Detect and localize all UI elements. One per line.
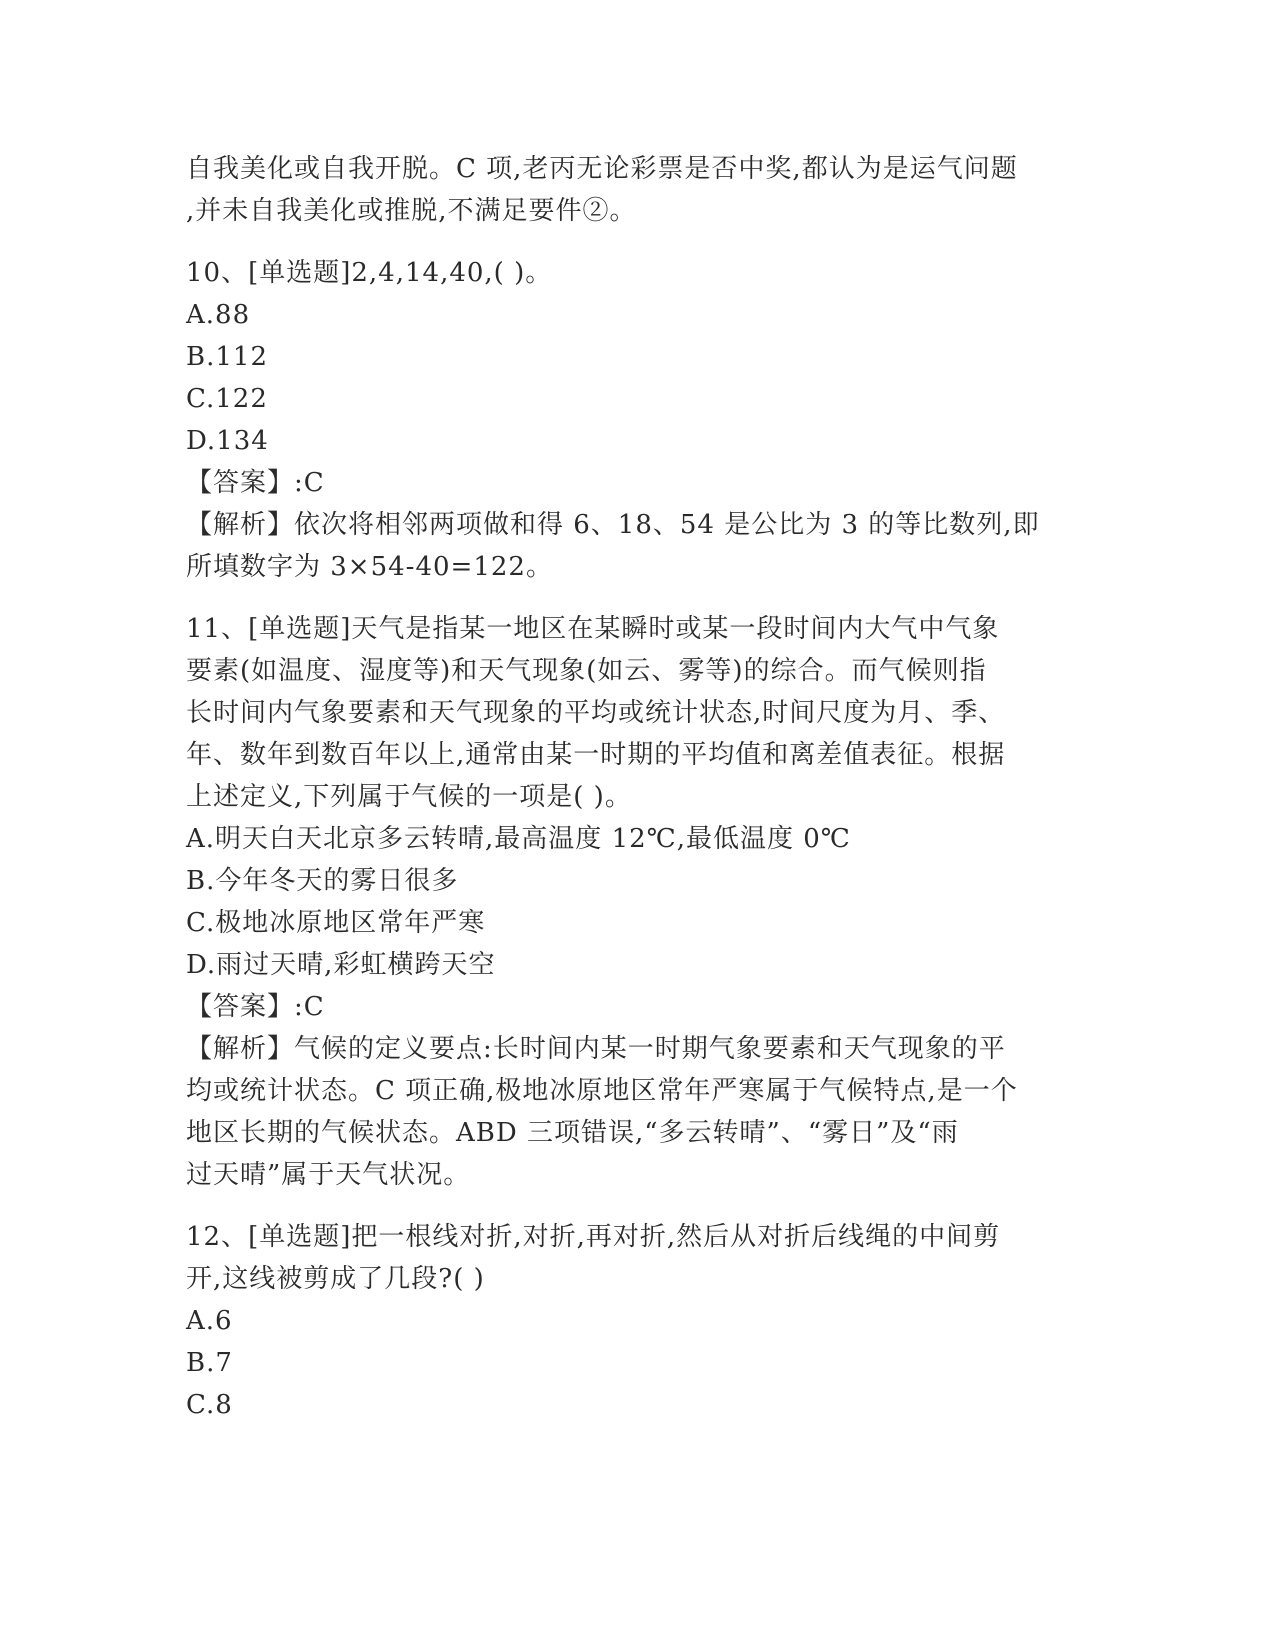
answer: 【答案】:C [186, 468, 325, 498]
question-stem-line: 长时间内气象要素和天气现象的平均或统计状态,时间尺度为月、季、 [186, 698, 1006, 728]
option-c: C.8 [186, 1390, 233, 1420]
answer: 【答案】:C [186, 992, 325, 1022]
question-stem-line: 要素(如温度、湿度等)和天气现象(如云、雾等)的综合。而气候则指 [186, 656, 987, 686]
page-content [186, 148, 1086, 1426]
explanation-line: 过天晴”属于天气状况。 [186, 1160, 471, 1190]
question-stem-line: 开,这线被剪成了几段?( ) [186, 1264, 485, 1294]
explanation-line: 【解析】依次将相邻两项做和得 6、18、54 是公比为 3 的等比数列,即 [186, 510, 1040, 540]
question-stem-line: 年、数年到数百年以上,通常由某一时期的平均值和离差值表征。根据 [186, 740, 1006, 770]
option-b: B.今年冬天的雾日很多 [186, 866, 459, 896]
option-a: A.明天白天北京多云转晴,最高温度 12℃,最低温度 0℃ [186, 824, 851, 854]
question-11 [186, 608, 1086, 1196]
question-10 [186, 252, 1086, 588]
option-b: B.7 [186, 1348, 233, 1378]
question-stem-line: 11、[单选题]天气是指某一地区在某瞬时或某一段时间内大气中气象 [186, 614, 1000, 644]
option-d: D.134 [186, 426, 269, 456]
option-c: C.122 [186, 384, 268, 414]
option-a: A.6 [186, 1306, 233, 1336]
question-12 [186, 1216, 1086, 1426]
option-b: B.112 [186, 342, 268, 372]
question-stem-line: 上述定义,下列属于气候的一项是( )。 [186, 782, 632, 812]
previous-question-explanation [186, 148, 1086, 232]
explanation-line: 所填数字为 3×54-40=122。 [186, 552, 553, 582]
explanation-line: 均或统计状态。C 项正确,极地冰原地区常年严寒属于气候特点,是一个 [186, 1076, 1018, 1106]
explanation-line: 【解析】气候的定义要点:长时间内某一时期气象要素和天气现象的平 [186, 1034, 1006, 1064]
question-stem: 10、[单选题]2,4,14,40,( )。 [186, 258, 553, 288]
question-stem-line: 12、[单选题]把一根线对折,对折,再对折,然后从对折后线绳的中间剪 [186, 1222, 1001, 1252]
explanation-line: 地区长期的气候状态。ABD 三项错误,“多云转晴”、“雾日”及“雨 [186, 1118, 959, 1148]
option-c: C.极地冰原地区常年严寒 [186, 908, 486, 938]
explanation-line: 自我美化或自我开脱。C 项,老丙无论彩票是否中奖,都认为是运气问题 [186, 154, 1018, 184]
option-d: D.雨过天晴,彩虹横跨天空 [186, 950, 496, 980]
option-a: A.88 [186, 300, 251, 330]
explanation-line: ,并未自我美化或推脱,不满足要件②。 [186, 196, 637, 226]
